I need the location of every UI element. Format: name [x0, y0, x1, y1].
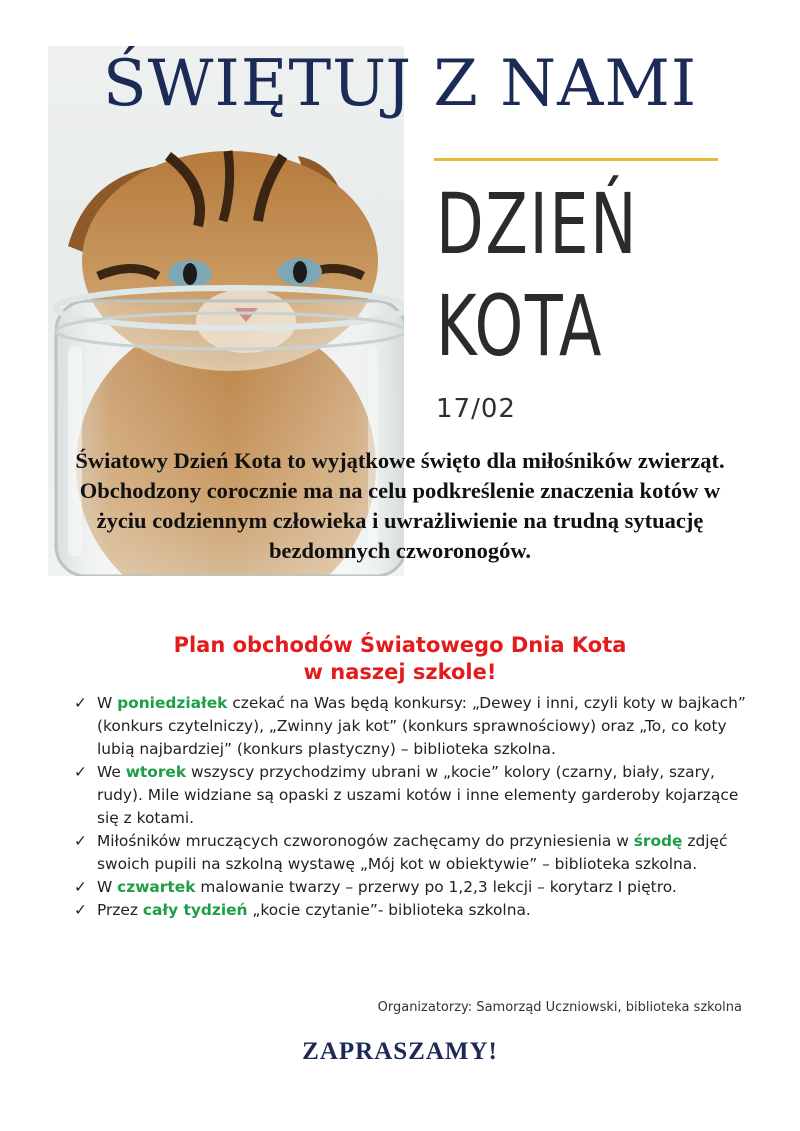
list-item-wednesday: ✓ Miłośników mruczących czworonogów zachęcamy do przyniesienia w środę zdjęć swoich pupili na szkolną wystawę „Mój kot w obiektywie” – biblioteka szkolna.: [74, 832, 728, 873]
organizers-note: Organizatorzy: Samorząd Uczniowski, biblioteka szkolna: [377, 1000, 742, 1015]
checkmark-icon: ✓: [74, 763, 87, 781]
invitation-footer: ZAPRASZAMY!: [302, 1038, 498, 1065]
list-item-tuesday: ✓ We wtorek wszyscy przychodzimy ubrani w „kocie” kolory (czarny, biały, szary, rudy). Mile widziane są opaski z uszami kotów i inne elementy garderoby kojarzące się z kotami.: [74, 763, 739, 827]
headline: ŚWIĘTUJ Z NAMI: [102, 47, 698, 121]
day-highlight: cały tydzień: [142, 901, 248, 919]
plan-heading-line-2: w naszej szkole!: [303, 660, 497, 685]
checkmark-icon: ✓: [74, 878, 87, 896]
day-highlight: środę: [633, 832, 683, 850]
title-line-1: DZIEŃ: [436, 175, 639, 273]
plan-heading: [100, 632, 700, 687]
title-line-2: KOTA: [436, 277, 604, 375]
intro-paragraph: Światowy Dzień Kota to wyjątkowe święto dla miłośników zwierząt. Obchodzony corocznie ma na celu podkreślenie znaczenia kotów w życiu codziennym człowieka i uwrażliwienie na trudną sytuację bezdomnych czworonogów.: [75, 448, 725, 563]
checkmark-icon: ✓: [74, 694, 87, 712]
event-date: 17/02: [436, 394, 516, 424]
day-highlight: wtorek: [125, 763, 187, 781]
day-highlight: czwartek: [117, 878, 196, 896]
day-highlight: poniedziałek: [117, 694, 228, 712]
events-list: [72, 692, 762, 922]
checkmark-icon: ✓: [74, 832, 87, 850]
list-item-thursday: ✓ W czwartek malowanie twarzy – przerwy po 1,2,3 lekcji – korytarz I piętro.: [72, 876, 762, 899]
checkmark-icon: ✓: [74, 901, 87, 919]
gold-divider: [434, 158, 718, 161]
list-item-whole-week: ✓ Przez cały tydzień „kocie czytanie”- biblioteka szkolna.: [72, 899, 762, 922]
plan-heading-line-1: Plan obchodów Światowego Dnia Kota: [173, 633, 627, 657]
list-item-monday: ✓ W poniedziałek czekać na Was będą konkursy: „Dewey i inni, czyli koty w bajkach” (konkurs czytelniczy), „Zwinny jak kot” (konkurs sprawnościowy) oraz „To, co koty lubią najbardziej” (konkurs plastyczny) – biblioteka szkolna.: [74, 694, 746, 758]
